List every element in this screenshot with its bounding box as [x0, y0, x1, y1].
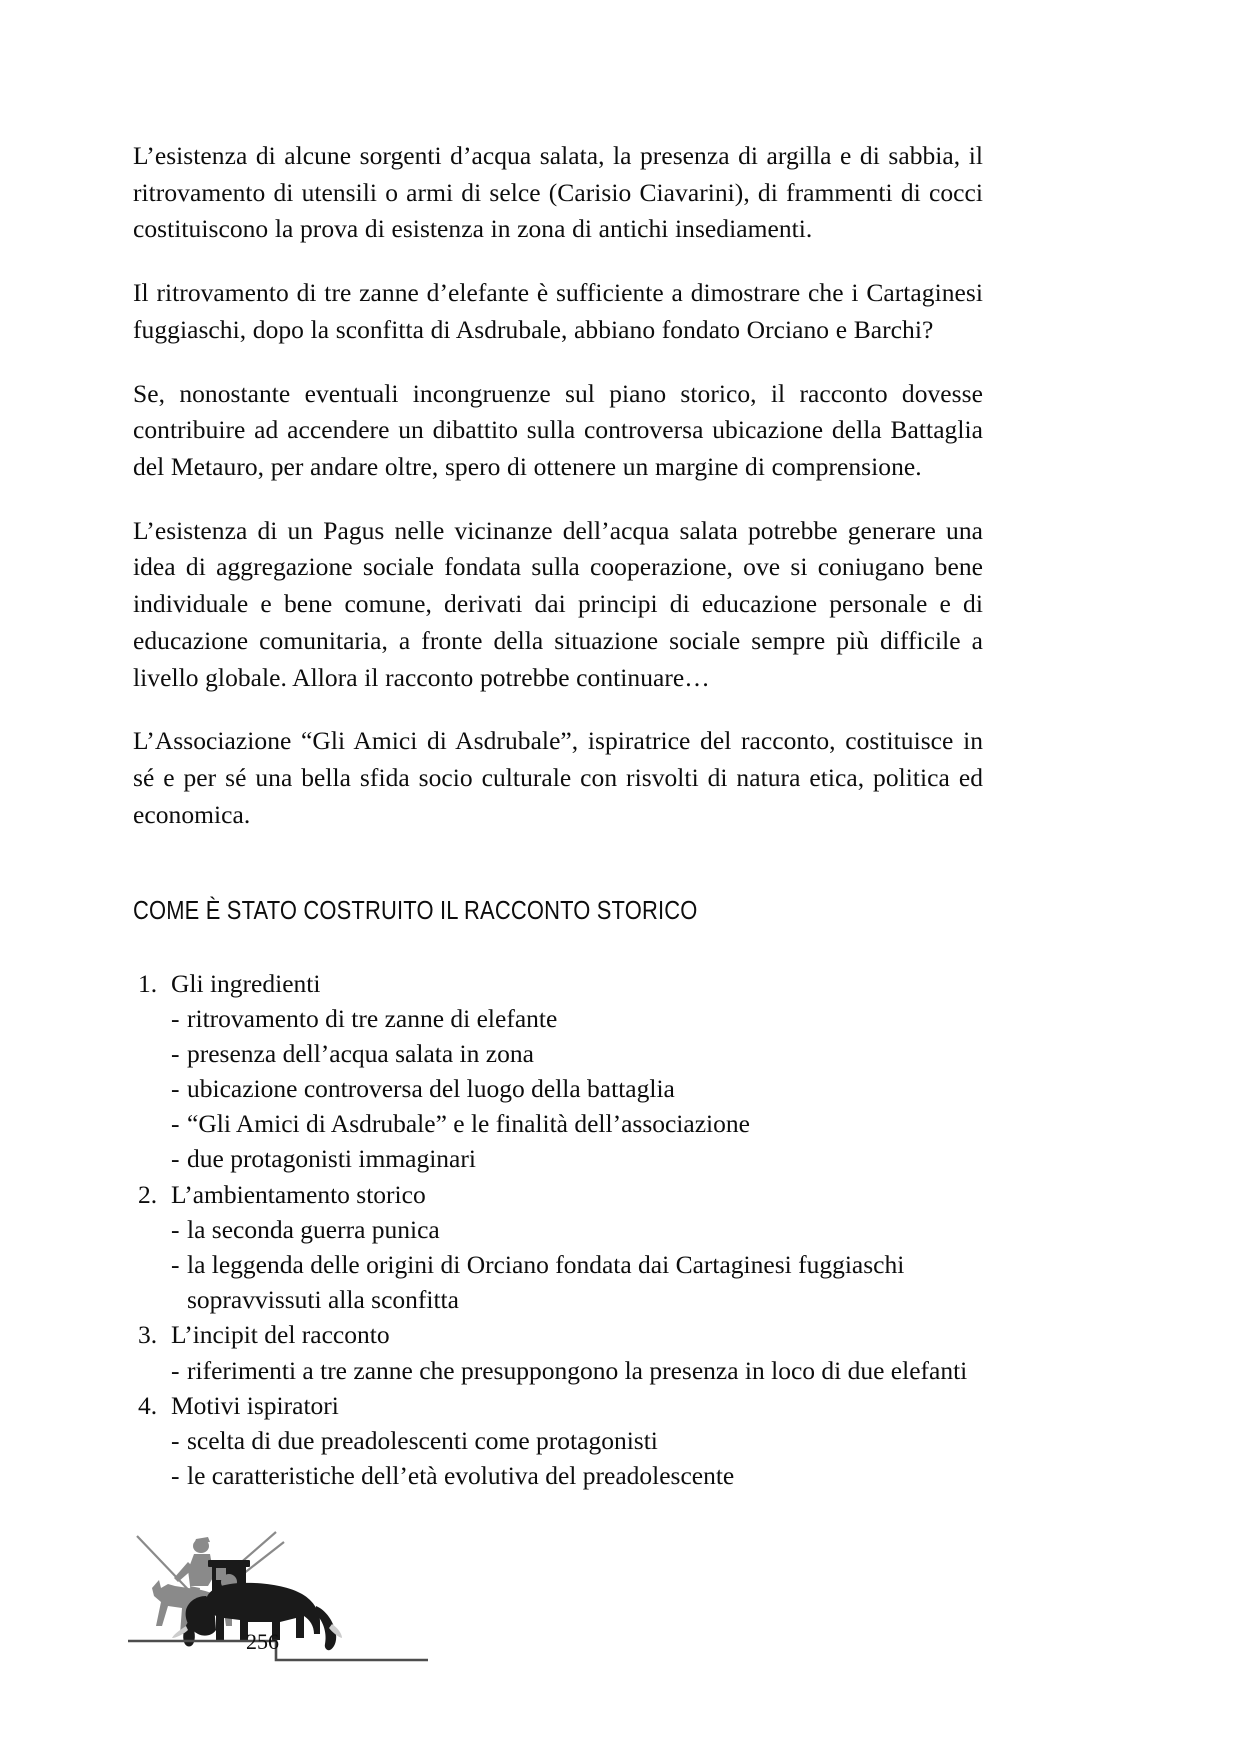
dash-marker: -	[171, 1461, 180, 1491]
list-item-text: due protagonisti immaginari	[187, 1144, 476, 1174]
list-item-text: riferimenti a tre zanne che presuppongono la presenza in loco di due elefanti	[187, 1355, 968, 1385]
list-item	[171, 1247, 983, 1317]
list-item-text: ubicazione controversa del luogo della battaglia	[187, 1074, 675, 1104]
footer-illustration	[128, 1530, 448, 1690]
dash-marker: -	[171, 1250, 180, 1279]
dash-marker: -	[171, 1038, 180, 1068]
paragraph-4: L’esistenza di un Pagus nelle vicinanze dell’acqua salata potrebbe generare una idea di aggregazione sociale fondata sulla cooperazione, ove si coniugano bene individuale e bene comune, derivati dai principi di educazione personale e di educazione comunitaria, a fronte della situazione sociale sempre più difficile a livello globale. Allora il racconto potrebbe continuare…	[133, 515, 983, 692]
list-item	[171, 1071, 983, 1106]
paragraph-2: Il ritrovamento di tre zanne d’elefante è sufficiente a dimostrare che i Cartaginesi fuggiaschi, dopo la sconfitta di Asdrubale, abbiano fondato Orciano e Barchi?	[133, 278, 983, 344]
outline-heading-row	[133, 1317, 983, 1352]
outline-label: Motivi ispiratori	[171, 1390, 339, 1420]
dash-marker: -	[171, 1109, 180, 1139]
paragraph-3: Se, nonostante eventuali incongruenze sul piano storico, il racconto dovesse contribuire ad accendere un dibattito sulla controversa ubicazione della Battaglia del Metauro, per andare oltre, spero di ottenere un margine di comprensione.	[133, 378, 983, 482]
outline-heading-row	[133, 1177, 983, 1212]
dash-marker: -	[171, 1214, 180, 1244]
list-item-text: le caratteristiche dell’età evolutiva del preadolescente	[187, 1461, 735, 1491]
outline-item-2	[133, 1177, 983, 1318]
dash-marker: -	[171, 1425, 180, 1455]
list-item	[171, 1212, 983, 1247]
dash-marker: -	[171, 1074, 180, 1104]
elephant-and-rider-icon	[128, 1530, 448, 1690]
list-item	[171, 1106, 983, 1141]
list-item	[171, 1458, 983, 1493]
outline-number: 2.	[138, 1179, 158, 1209]
list-item	[171, 1141, 983, 1176]
list-item-text: presenza dell’acqua salata in zona	[187, 1038, 534, 1068]
outline-number: 1.	[138, 968, 158, 998]
list-item-text: scelta di due preadolescenti come protagonisti	[187, 1425, 658, 1455]
paragraph-1: L’esistenza di alcune sorgenti d’acqua salata, la presenza di argilla e di sabbia, il ritrovamento di utensili o armi di selce (Carisio Ciavarini), di frammenti di cocci costituiscono la prova di esistenza in zona di antichi insediamenti.	[133, 141, 983, 244]
outline-item-3	[133, 1317, 983, 1387]
list-item	[171, 1423, 983, 1458]
outline-label: L’ambientamento storico	[171, 1179, 426, 1209]
list-item-text: la seconda guerra punica	[187, 1214, 440, 1244]
section-heading: COME È STATO COSTRUITO IL RACCONTO STORICO	[133, 896, 698, 925]
page-number: 256	[246, 1629, 279, 1654]
page-content	[133, 138, 983, 1493]
outline-number: 3.	[138, 1320, 158, 1350]
outline-number: 4.	[138, 1390, 158, 1420]
outline-label: L’incipit del racconto	[171, 1320, 390, 1350]
outline-label: Gli ingredienti	[171, 968, 321, 998]
list-item-text: la leggenda delle origini di Orciano fondata dai Cartaginesi fuggiaschi sopravvissuti alla sconfitta	[187, 1250, 905, 1315]
paragraph-5: L’Associazione “Gli Amici di Asdrubale”, ispiratrice del racconto, costituisce in sé e per sé una bella sfida socio culturale con risvolti di natura etica, politica ed economica.	[133, 726, 983, 829]
outline-subitems	[133, 1001, 983, 1177]
dash-marker: -	[171, 1003, 180, 1033]
outline-heading-row	[133, 1388, 983, 1423]
outline-list	[133, 966, 983, 1494]
list-item	[171, 1353, 983, 1388]
outline-heading-row	[133, 966, 983, 1001]
list-item	[171, 1001, 983, 1036]
dash-marker: -	[171, 1355, 180, 1385]
list-item-text: ritrovamento di tre zanne di elefante	[187, 1003, 558, 1033]
outline-subitems	[133, 1353, 983, 1388]
outline-subitems	[133, 1212, 983, 1318]
list-item-text: “Gli Amici di Asdrubale” e le finalità dell’associazione	[187, 1109, 750, 1139]
outline-subitems	[133, 1423, 983, 1493]
outline-item-1	[133, 966, 983, 1177]
outline-item-4	[133, 1388, 983, 1494]
dash-marker: -	[171, 1144, 180, 1174]
list-item	[171, 1036, 983, 1071]
section-heading-wrapper	[133, 897, 983, 926]
